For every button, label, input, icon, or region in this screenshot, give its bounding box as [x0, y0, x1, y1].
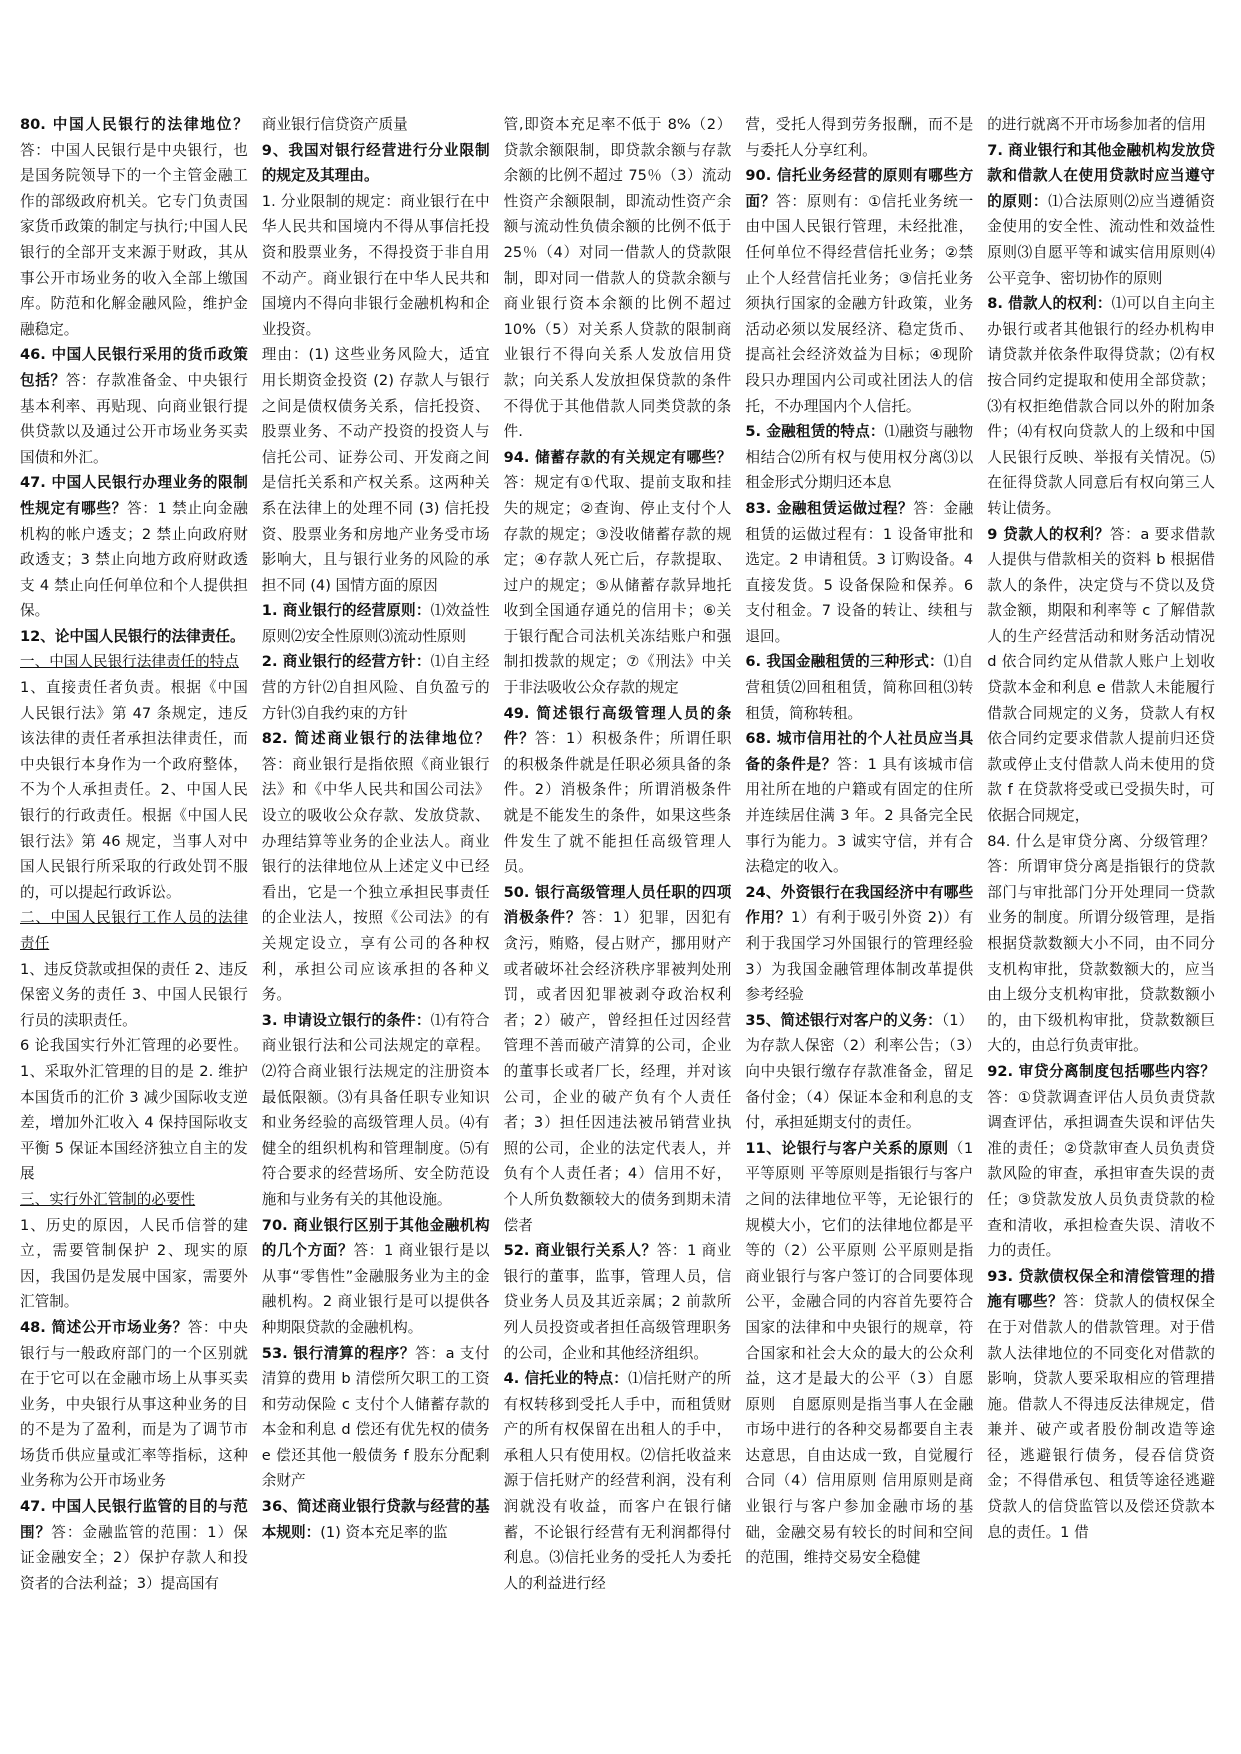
paragraph-text: ⑴合法原则⑵应当遵循资金使用的安全性、流动性和效益性原则⑶自愿平等和诚实信用原则⑷公平竞争、密切协作的原则 — [987, 192, 1215, 287]
paragraph-text: 答：1）犯罪，因犯有贪污，贿赂，侵占财产，挪用财产或者破坏社会经济秩序罪被判处刑罚，或者因犯罪被剥夺政治权利者；2）破产，曾经担任过因经营管理不善而破产清算的公司，企业的董事长或者厂长，经理，并对该公司，企业的破产负有个人责任者；3）担任因违法被吊销营业执照的公司，企业的法定代表人，并负有个人责任者；4）信用不好，个人所负数额较大的债务到期未清偿者 — [503, 909, 732, 1234]
paragraph — [20, 342, 248, 470]
question-heading: 4. 信托业的特点： — [503, 1370, 629, 1388]
question-heading: 46. 中国人民银行采用的货币政策包括？ — [20, 346, 248, 389]
paragraph-text: ⑴有符合商业银行法和公司法规定的章程。⑵符合商业银行法规定的注册资本最低限额。⑶有具备任职专业知识和业务经验的高级管理人员。⑷有健全的组织机构和管理制度。⑸有符合要求的经营场所、安全防范设施和与业务有关的其他设施。 — [261, 1011, 490, 1208]
paragraph-text: 答：金融监管的范围：1）保证金融安全；2）保护存款人和投资者的合法利益；3）提高国有 — [20, 1523, 248, 1592]
paragraph — [987, 138, 1215, 292]
question-heading: 5. 金融租赁的特点： — [745, 423, 885, 441]
paragraph — [20, 957, 248, 1034]
paragraph — [987, 829, 1215, 1059]
paragraph — [504, 701, 732, 880]
paragraph — [20, 675, 248, 905]
paragraph — [745, 880, 973, 1008]
paragraph-text: 84. 什么是审贷分离、分级管理？答：所谓审贷分离是指银行的贷款部门与审批部门分开处理同一贷款业务的制度。所谓分级管理，是指根据贷款数额大小不同，由不同分支机构审批，贷款数额大的，应当由上级分支机构审批，贷款数额小的，由下级机构审批，贷款数额巨大的，由总行负责审批。 — [987, 832, 1215, 1055]
paragraph-text: 答：1 商业银行是以从事“零售性”金融服务业为主的金融机构。2 商业银行是可以提供各种期限贷款的金融机构。 — [261, 1242, 490, 1336]
paragraph-text: 答：存款准备金、中央银行基本利率、再贴现、向商业银行提供贷款以及通过公开市场业务买卖国债和外汇。 — [20, 371, 248, 466]
question-heading: 7. 商业银行和其他金融机构发放贷款和借款人在使用贷款时应当遵守的原则： — [987, 141, 1215, 210]
paragraph — [745, 163, 973, 419]
question-heading: 2. 商业银行的经营方针： — [261, 653, 431, 671]
paragraph — [745, 112, 973, 163]
section-heading: 三、实行外汇管制的必要性 — [20, 1190, 196, 1208]
paragraph-text: 1）有利于吸引外资 2)）有利于我国学习外国银行的管理经验 3）为我国金融管理体制改革提供参考经验 — [745, 909, 974, 1004]
paragraph — [20, 1315, 248, 1494]
question-heading: 47. 中国人民银行办理业务的限制性规定有哪些？ — [20, 474, 248, 517]
question-heading: 9 贷款人的权利？ — [987, 525, 1110, 543]
paragraph — [504, 1366, 732, 1596]
question-heading: 80. 中国人民银行的法律地位？ — [20, 116, 248, 133]
section-heading: 一、中国人民银行法律责任的特点 — [20, 653, 239, 671]
paragraph — [20, 470, 248, 624]
text-column-3 — [504, 112, 732, 1714]
question-heading: 50. 银行高级管理人员任职的四项消极条件？ — [503, 883, 732, 927]
paragraph — [504, 1238, 732, 1366]
paragraph-text: （1 平等原则 平等原则是指银行与客户之间的法律地位平等，无论银行的规模大小，它们的法律地位都是平等的（2）公平原则 公平原则是指商业银行与客户签订的合同要体现公平，金融合同的内容首先要符合国家的法律和中央银行的规章，符合国家和社会大众的最大的公众利益，这才是最大的公平（3）自愿原则 自愿原则是指当事人在金融市场中进行的各种交易都要自主表达意思，自由达成一致，自觉履行合同（4）信用原则 信用原则是商业银行与客户参加金融市场的基础，金融交易有较长的时间和空间的范围，维持交易安全稳健 — [745, 1139, 974, 1567]
paragraph-text: 1、违反贷款或担保的责任 2、违反保密义务的责任 3、中国人民银行行员的渎职责任。 — [20, 960, 248, 1029]
question-heading: 9、我国对银行经营进行分业限制的规定及其理由。 — [261, 141, 490, 185]
paragraph — [262, 112, 490, 138]
paragraph-text: 1. 分业限制的规定：商业银行在中华人民共和国境内不得从事信托投资和股票业务，不得投资于非自用不动产。商业银行在中华人民共和国境内不得向非银行金融机构和企业投资。 — [261, 192, 490, 338]
paragraph-text: 1、直接责任者负责。根据《中国人民银行法》第 47 条规定，违反该法律的责任者承担法律责任，而中央银行本身作为一个政府整体，不为个人承担责任。2、中国人民银行的行政责任。根据《中国人民银行法》第 46 规定，当事人对中国人民银行所采取的行政处罚不服的，可以提起行政诉讼。 — [20, 679, 248, 901]
paragraph-text: 答：中央银行与一般政府部门的一个区别就在于它可以在金融市场上从事买卖业务，中央银行从事这种业务的目的不是为了盈利，而是为了调节市场货币供应量或汇率等指标，这种业务称为公开市场业务 — [20, 1318, 248, 1490]
question-heading: 68. 城市信用社的个人社员应当具备的条件是？ — [745, 730, 974, 773]
paragraph — [504, 445, 732, 701]
paragraph-text: 答：中国人民银行是中央银行，也是国务院领导下的一个主管金融工作的部级政府机关。它专门负责国家货币政策的制定与执行;中国人民银行的全部开支来源于财政，其从事公开市场业务的收入全部上缴国库。防范和化解金融风险，维护金融稳定。 — [20, 141, 248, 338]
paragraph — [20, 112, 248, 342]
paragraph — [20, 1213, 248, 1315]
question-heading: 94. 储蓄存款的有关规定有哪些？ — [503, 448, 732, 466]
question-heading: 6. 我国金融租赁的三种形式： — [745, 653, 944, 671]
section-heading: 二、中国人民银行工作人员的法律责任 — [20, 909, 248, 952]
paragraph — [745, 649, 973, 726]
paragraph-text: ⑴可以自主向主办银行或者其他银行的经办机构申请贷款并依条件取得贷款；⑵有权按合同约定提取和使用全部贷款；⑶有权拒绝借款合同以外的附加条件；⑷有权向贷款人的上级和中国人民银行反映、举报有关情况。⑸在征得贷款人同意后有权向第三人转让债务。 — [987, 295, 1215, 517]
paragraph-text: 理由：(1) 这些业务风险大，适宜用长期资金投资 (2) 存款人与银行之间是债权债务关系，信托投资、股票业务、不动产投资的投资人与信托公司、证券公司、开发商之间是信托关系和产权关系。这两种关系在法律上的处理不同 (3) 信托投资、股票业务和房地产业务受市场影响大，且与银行业务的风险的承担不同 (4) 国情方面的原因 — [261, 346, 490, 594]
paragraph — [745, 419, 973, 496]
question-heading: 12、论中国人民银行的法律责任。 — [20, 627, 245, 645]
paragraph — [20, 905, 248, 956]
question-heading: 49. 简述银行高级管理人员的条件？ — [503, 704, 732, 748]
paragraph — [262, 342, 490, 598]
question-heading: 8. 借款人的权利： — [987, 295, 1112, 313]
paragraph — [987, 1059, 1215, 1264]
text-column-2 — [262, 112, 490, 1714]
paragraph-text: 答：规定有①代取、提前支取和挂失的规定；②查询、停止支付个人存款的规定；③没收储蓄存款的规定；④存款人死亡后，存款提取、过户的规定；⑤从储蓄存款异地托收到全国通存通兑的信用卡；⑥关于银行配合司法机关冻结账户和强制扣拨款的规定；⑦《刑法》中关于非法吸收公众存款的规定 — [503, 474, 732, 697]
question-heading: 93. 贷款债权保全和清偿管理的措施有哪些？ — [987, 1267, 1215, 1311]
paragraph-text: 答：1 具有该城市信用社所在地的户籍或有固定的住所并连续居住满 3 年。2 具备完全民事行为能力。3 诚实守信，并有合法稳定的收入。 — [745, 755, 974, 876]
paragraph-text: 答：商业银行是指依照《商业银行法》和《中华人民共和国公司法》设立的吸收公众存款、发放贷款、办理结算等业务的企业法人。商业银行的法律地位从上述定义中已经看出，它是一个独立承担民事责任的企业法人，按照《公司法》的有关规定设立，享有公司的各种权利，承担公司应该承担的各种义务。 — [261, 755, 490, 1004]
paragraph — [262, 1213, 490, 1341]
question-heading: 47. 中国人民银行监管的目的与范围？ — [20, 1498, 248, 1541]
paragraph — [262, 189, 490, 343]
question-heading: 82. 简述商业银行的法律地位？ — [261, 730, 490, 748]
paragraph-text: ⑴自主经营的方针⑵自担风险、自负盈亏的方针⑶自我约束的方针 — [261, 653, 490, 722]
paragraph — [745, 1008, 973, 1136]
paragraph-text: 答：a 要求借款人提供与借款相关的资料 b 根据借款人的条件，决定贷与不贷以及贷款金额，期限和利率等 c 了解借款人的生产经营活动和财务活动情况 d 依合同约定从借款人账户上划收贷款本金和利息 e 借款人未能履行借款合同规定的义务，贷款人有权依合同约定要求借款人提前归还贷款或停止支付借款人尚未使用的贷款 f 在贷款将受或已受损失时，可依据合同规定， — [987, 525, 1215, 825]
paragraph-text: 商业银行信贷资产质量 — [261, 116, 408, 133]
paragraph — [262, 1494, 490, 1545]
question-heading: 36、简述商业银行贷款与经营的基本规则： — [261, 1498, 490, 1541]
paragraph — [20, 649, 248, 675]
text-column-5 — [987, 112, 1215, 1714]
question-heading: 3. 申请设立银行的条件： — [261, 1011, 431, 1029]
question-heading: 52. 商业银行关系人？ — [503, 1242, 657, 1260]
paragraph — [987, 112, 1215, 138]
question-heading: 53. 银行清算的程序？ — [261, 1344, 416, 1362]
question-heading: 92. 审贷分离制度包括哪些内容？ — [987, 1062, 1215, 1080]
paragraph — [262, 649, 490, 726]
paragraph — [262, 138, 490, 189]
paragraph-text: ⑴效益性原则⑵安全性原则⑶流动性原则 — [261, 602, 490, 645]
paragraph — [504, 880, 732, 1238]
paragraph-text: 答：a 支付清算的费用 b 清偿所欠职工的工资和劳动保险 c 支付个人储蓄存款的本金和利息 d 偿还有优先权的债务 e 偿还其他一般债务 f 股东分配剩余财产 — [261, 1344, 490, 1490]
paragraph-text: 1、历史的原因，人民币信誉的建立，需要管制保护 2、现实的原因，我国仍是发展中国家，需要外汇管制。 — [20, 1216, 248, 1311]
paragraph-text: 6 论我国实行外汇管理的必要性。1、采取外汇管理的目的是 2. 维护本国货币的汇价 3 减少国际收支逆差，增加外汇收入 4 保持国际收支平衡 5 保证本国经济独立自主的发展 — [20, 1037, 248, 1183]
paragraph-text: 答：金融租赁的运做过程有：1 设备审批和选定。2 申请租赁。3 订购设备。4 直接发货。5 设备保险和保养。6 支付租金。7 设备的转让、续租与退回。 — [745, 499, 974, 645]
paragraph — [20, 1494, 248, 1596]
paragraph-text: 答：贷款人的债权保全在于对借款人的借款管理。对于借款人法律地位的不同变化对借款的影响，贷款人要采取相应的管理措施。借款人不得违反法律规定，借兼并、破产或者股份制改造等途径，逃避银行债务，侵吞信贷资金；不得借承包、租赁等途径逃避贷款人的信贷监管以及偿还贷款本息的责任。1 借 — [987, 1293, 1215, 1541]
paragraph-text: 答：1 商业银行的董事，监事，管理人员，信贷业务人员及其近亲属；2 前款所列人员投资或者担任高级管理职务的公司，企业和其他经济组织。 — [503, 1242, 732, 1362]
paragraph-text: ⑴信托财产的所有权转移到受托人手中，而租赁财产的所有权保留在出租人的手中，承租人只有使用权。⑵信托收益来源于信托财产的经营利润，没有利润就没有收益，而客户在银行储蓄，不论银行经营有无利润都得付利息。⑶信托业务的受托人为委托人的利益进行经 — [503, 1370, 732, 1592]
question-heading: 1. 商业银行的经营原则： — [261, 602, 431, 620]
paragraph — [20, 1187, 248, 1213]
paragraph-text: （1）为存款人保密（2）利率公告；（3）向中央银行缴存存款准备金，留足备付金；（4）保证本金和利息的支付，承担延期支付的责任。 — [745, 1011, 974, 1132]
paragraph — [262, 1341, 490, 1495]
paragraph-text: (1) 资本充足率的监 — [320, 1523, 448, 1541]
question-heading: 70. 商业银行区别于其他金融机构的几个方面？ — [261, 1216, 490, 1260]
paragraph-text: 的进行就离不开市场参加者的信用 — [987, 116, 1207, 133]
question-heading: 90. 信托业务经营的原则有哪些方面？ — [745, 167, 974, 210]
paragraph — [262, 598, 490, 649]
paragraph — [987, 522, 1215, 829]
paragraph-text: ⑴融资与融物相结合⑵所有权与使用权分离⑶以租金形式分期归还本息 — [745, 423, 974, 492]
question-heading: 24、外资银行在我国经济中有哪些作用？ — [745, 883, 974, 927]
paragraph-text: 管,即资本充足率不低于 8%（2）贷款余额限制，即贷款余额与存款余额的比例不超过 75％（3）流动性资产余额限制，即流动性资产余额与流动性负债余额的比例不低于 25％（4）对同一借款人的贷款限制，即对同一借款人的贷款余额与商业银行资本余额的比例不超过 10%（5）对关系人贷款的限制商业银行不得向关系人发放信用贷款；向关系人发放担保贷款的条件不得优于其他借款人同类贷款的条件. — [503, 116, 732, 441]
paragraph — [987, 291, 1215, 521]
paragraph — [504, 112, 732, 445]
text-column-4 — [745, 112, 973, 1714]
paragraph — [20, 1033, 248, 1187]
paragraph — [745, 496, 973, 650]
paragraph — [745, 1136, 973, 1571]
question-heading: 83. 金融租赁运做过程？ — [745, 499, 914, 517]
paragraph-text: ⑴自营租赁⑵回租租赁，简称回租⑶转租赁，简称转租。 — [745, 653, 974, 722]
paragraph-text: 答：1）积极条件；所谓任职的积极条件就是任职必须具备的条件。2）消极条件；所谓消极条件就是不能发生的条件，如果这些条件发生了就不能担任高级管理人员。 — [503, 730, 732, 876]
paragraph-text: 答：1 禁止向金融机构的帐户透支；2 禁止向政府财政透支；3 禁止向地方政府财政透支 4 禁止向任何单位和个人提供担保。 — [20, 499, 248, 620]
text-column-1 — [20, 112, 248, 1714]
question-heading: 35、简述银行对客户的义务： — [745, 1011, 942, 1029]
question-heading: 48. 简述公开市场业务？ — [20, 1318, 188, 1336]
paragraph-text: 答：原则有：①信托业务统一由中国人民银行管理，未经批准，任何单位不得经营信托业务；②禁止个人经营信托业务；③信托业务须执行国家的金融方针政策，业务活动必须以发展经济、稳定货币、提高社会经济效益为目标；④现阶段只办理国内公司或社团法人的信托，不办理国内个人信托。 — [745, 192, 974, 415]
paragraph — [262, 1008, 490, 1213]
paragraph — [745, 726, 973, 880]
paragraph-text: 营，受托人得到劳务报酬，而不是与委托人分享红利。 — [745, 116, 974, 159]
paragraph — [987, 1264, 1215, 1546]
question-heading: 11、论银行与客户关系的原则 — [745, 1139, 949, 1157]
paragraph-text: 答：①贷款调查评估人员负责贷款调查评估，承担调查失误和评估失准的责任；②贷款审查人员负责贷款风险的审查，承担审查失误的责任；③贷款发放人员负责贷款的检查和清收，承担检查失误、清收不力的责任。 — [987, 1088, 1215, 1260]
paragraph — [20, 624, 248, 650]
paragraph — [262, 726, 490, 1008]
